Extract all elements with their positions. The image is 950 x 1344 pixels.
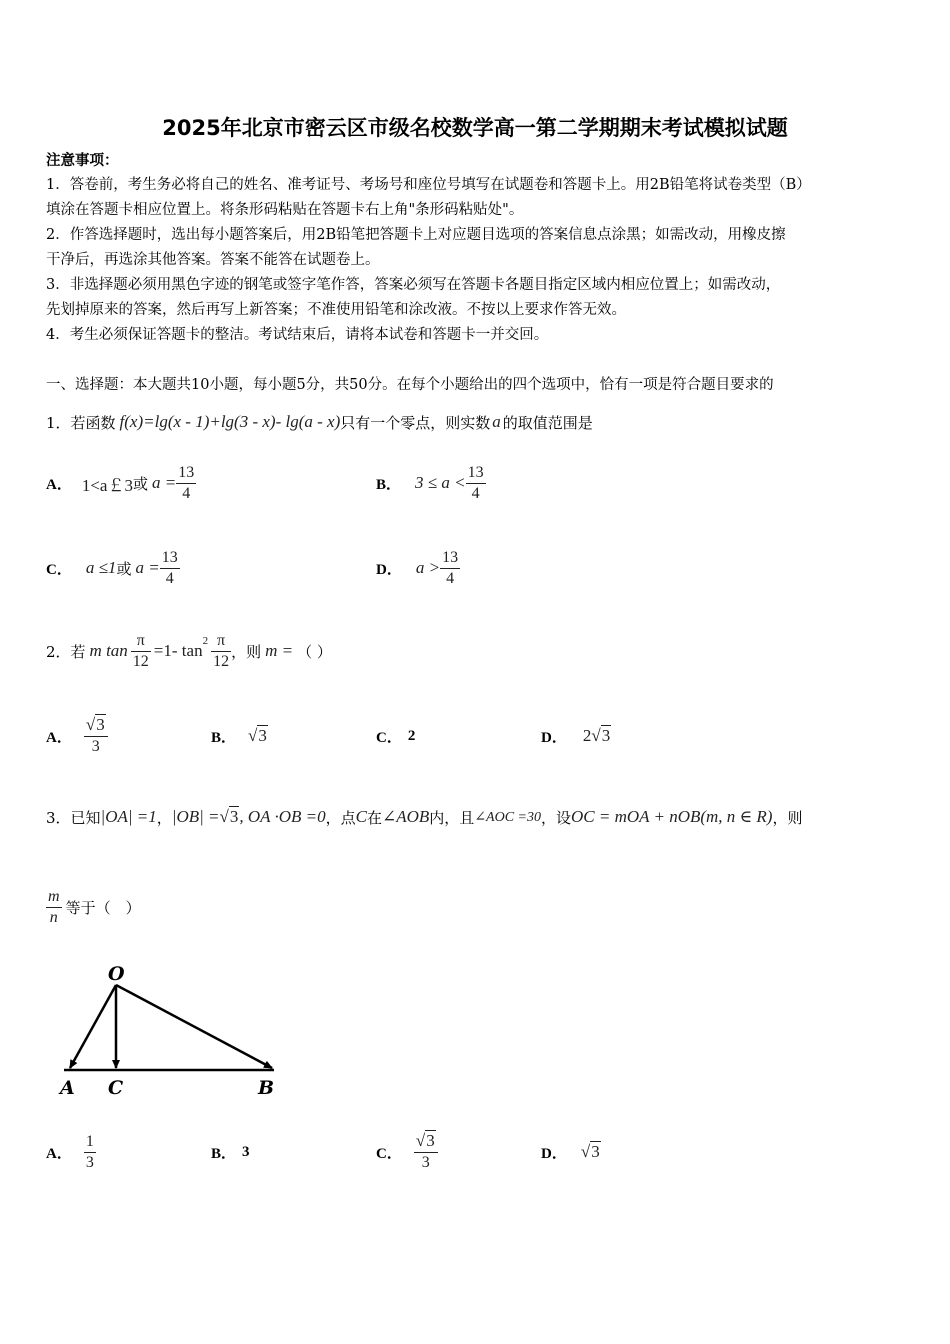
q2-fraction-2-numerator: π	[211, 631, 231, 652]
section-heading: 一、选择题：本大题共10小题，每小题5分，共50分。在每个小题给出的四个选项中，恰有一项是符合题目要求的	[46, 377, 774, 393]
q3-m-over-n-numerator: m	[46, 887, 62, 908]
q1-function: f(x)=lg(x - 1)+lg(3 - x)- lg(a - x)	[119, 412, 341, 431]
q3-option-a-denominator: 3	[85, 1153, 94, 1171]
q3-ob-post: , OA ·OB =0	[239, 807, 326, 826]
q3-question-end	[46, 882, 141, 932]
q3-option-c-numerator	[414, 1131, 438, 1153]
q1-option-c-expr: a ≤1	[85, 558, 117, 577]
q2-option-b-radicand: 3	[258, 726, 267, 745]
q2-tail: ，则	[231, 642, 262, 661]
q1-option-d-denominator: 4	[446, 569, 455, 587]
q2-option-d-sqrt: √3	[591, 726, 611, 745]
q3-text-1: ，点	[325, 808, 356, 827]
label-a: A	[60, 1077, 75, 1099]
q2-blank: （ ）	[297, 642, 332, 661]
notice-line-6: 先划掉原来的答案，然后再写上新答案；不准使用铅笔和涂改液。不按以上要求作答无效。	[46, 302, 626, 318]
notice-line-4: 干净后，再选涂其他答案。答案不能答在试题卷上。	[46, 252, 380, 268]
q2-m-eq: m =	[265, 641, 294, 660]
q3-option-b-value: 3	[242, 1143, 250, 1160]
vector-oa	[70, 985, 116, 1068]
q3-option-c-denominator: 3	[421, 1154, 430, 1171]
q1-option-b-expr: 3 ≤ a <	[415, 473, 466, 492]
triangle-diagram	[56, 958, 286, 1100]
q2-fraction-1	[131, 631, 151, 672]
q3-option-c[interactable]	[376, 1126, 438, 1178]
q3-option-c-radicand: 3	[426, 1131, 435, 1150]
q3-option-c-label: C．	[376, 1145, 402, 1162]
notice-line-5: 3．非选择题必须用黑色字迹的钢笔或签字笔作答，答案必须写在答题卡各题目指定区域内相应位置上；如需改动，	[46, 277, 781, 293]
q3-option-c-fraction	[414, 1131, 438, 1173]
q2-option-c[interactable]	[376, 710, 415, 762]
q2-option-a-denominator: 3	[91, 738, 100, 755]
q1-option-b-label: B．	[376, 476, 402, 493]
q1-option-c-or: 或	[116, 559, 132, 578]
q2-option-a-radicand: 3	[96, 715, 105, 734]
q1-option-b[interactable]	[376, 458, 486, 508]
q3-angle-aoc: ∠AOC =30	[474, 809, 541, 825]
sqrt-sign: √3	[85, 715, 105, 734]
q1-text-end: 的取值范围是	[502, 413, 593, 432]
notice-line-1: 1．答卷前，考生务必将自己的姓名、准考证号、考场号和座位号填写在试题卷和答题卡上。用2B铅笔将试卷类型（B）	[46, 177, 811, 193]
notice-line-7: 4．考生必须保证答题卡的整洁。考试结束后，请将本试卷和答题卡一并交回。	[46, 327, 549, 343]
q1-option-a-or: 或	[132, 474, 148, 493]
notice-line-2: 填涂在答题卡相应位置上。将条形码粘贴在答题卡右上角"条形码粘贴处"。	[46, 202, 524, 218]
q2-option-d-label: D．	[541, 729, 567, 746]
q3-option-a-fraction	[84, 1132, 96, 1173]
q1-option-c-denominator: 4	[165, 569, 174, 587]
sqrt-sign: √3	[415, 1131, 435, 1150]
q1-option-b-fraction	[466, 463, 486, 504]
q2-option-a-fraction	[84, 715, 108, 757]
q2-number: 2．若	[46, 642, 86, 661]
q2-option-d[interactable]	[541, 710, 611, 762]
q1-option-d-label: D．	[376, 561, 402, 578]
q2-option-a-label: A．	[46, 729, 72, 746]
q2-option-d-coefficient: 2	[582, 726, 592, 745]
q2-option-c-label: C．	[376, 729, 402, 746]
q2-m-tan: m tan	[89, 641, 128, 660]
q2-option-b-label: B．	[211, 729, 237, 746]
q2-superscript: 2	[202, 635, 209, 647]
q3-option-b[interactable]	[211, 1126, 250, 1178]
q1-number: 1．若函数	[46, 413, 116, 432]
q1-option-a-fraction	[176, 463, 196, 504]
q1-option-b-denominator: 4	[471, 484, 480, 502]
q3-figure	[56, 958, 286, 1100]
q3-text-2: 在	[366, 808, 382, 827]
q1-option-c-fraction	[160, 548, 180, 589]
q3-text-6: 等于（ ）	[65, 898, 141, 917]
label-c: C	[108, 1077, 124, 1099]
notice-heading: 注意事项：	[46, 152, 119, 169]
q2-fraction-1-denominator: 12	[132, 652, 149, 670]
q3-angle-aob: ∠AOB	[382, 807, 430, 826]
q3-option-a[interactable]	[46, 1126, 96, 1178]
q2-option-d-radicand: 3	[601, 726, 611, 745]
q1-option-a-label: A．	[46, 476, 72, 493]
q1-option-a-eq: a =	[152, 473, 177, 492]
q1-option-d-numerator: 13	[440, 548, 460, 569]
q2-mid: =1- tan	[153, 641, 203, 660]
q3-option-d-label: D．	[541, 1145, 567, 1162]
q1-option-d-expr: a >	[415, 558, 441, 577]
notice-line-3: 2．作答选择题时，选出每小题答案后，用2B铅笔把答题卡上对应题目选项的答案信息点涂黑；如需改动，用橡皮擦	[46, 227, 786, 243]
q2-option-b[interactable]	[211, 710, 268, 762]
q3-oc-expression: OC = mOA + nOB(m, n ∈ R)	[571, 807, 773, 826]
question-3	[46, 798, 802, 836]
q2-option-b-sqrt: √3	[248, 726, 267, 745]
q3-m-over-n	[46, 887, 62, 928]
q3-option-d[interactable]	[541, 1126, 601, 1178]
q2-option-c-value: 2	[407, 727, 416, 744]
q3-ob-pre: |OB| =	[171, 807, 220, 826]
q1-option-b-numerator: 13	[466, 463, 486, 484]
q3-comma: ，	[156, 808, 172, 827]
q1-option-a-denominator: 4	[182, 484, 191, 502]
q3-text-5: ，则	[772, 808, 803, 827]
q1-option-c-numerator: 13	[160, 548, 180, 569]
q3-option-b-label: B．	[211, 1145, 237, 1162]
q1-option-c[interactable]	[46, 543, 180, 593]
q2-fraction-2-denominator: 12	[213, 652, 230, 670]
q1-option-c-label: C．	[46, 561, 72, 578]
q2-fraction-2	[211, 631, 231, 672]
q1-option-d[interactable]	[376, 543, 460, 593]
q1-option-c-eq: a =	[135, 558, 160, 577]
q3-option-a-label: A．	[46, 1145, 72, 1162]
label-b: B	[258, 1077, 275, 1099]
q3-number: 3．已知	[46, 808, 101, 827]
q3-ob-sqrt: √3	[219, 807, 239, 826]
q3-option-d-sqrt: √3	[580, 1142, 600, 1161]
q1-text-mid: 只有一个零点，则实数	[340, 413, 491, 432]
q3-text-3: 内，且	[429, 808, 475, 827]
q1-var-a: a	[492, 412, 501, 431]
q3-text-4: ，设	[541, 808, 572, 827]
q3-oa: |OA| =1	[100, 807, 157, 826]
question-2	[46, 627, 332, 675]
q3-option-a-numerator: 1	[84, 1132, 96, 1153]
q2-option-a[interactable]	[46, 710, 108, 762]
q1-option-a-expr: 1<a￡3	[81, 475, 133, 495]
q3-point-c: C	[355, 807, 367, 826]
q3-m-over-n-denominator: n	[49, 908, 58, 926]
page-title: 2025年北京市密云区市级名校数学高一第二学期期末考试模拟试题	[162, 116, 788, 140]
q3-ob-radicand: 3	[229, 807, 239, 826]
label-o: O	[108, 963, 125, 985]
vector-ob	[116, 985, 272, 1068]
q1-option-a[interactable]	[46, 458, 196, 508]
question-1	[46, 402, 593, 442]
q1-option-a-numerator: 13	[176, 463, 196, 484]
q1-option-d-fraction	[440, 548, 460, 589]
q2-fraction-1-numerator: π	[131, 631, 151, 652]
q2-option-a-numerator	[84, 715, 108, 737]
q3-option-d-radicand: 3	[591, 1142, 600, 1161]
